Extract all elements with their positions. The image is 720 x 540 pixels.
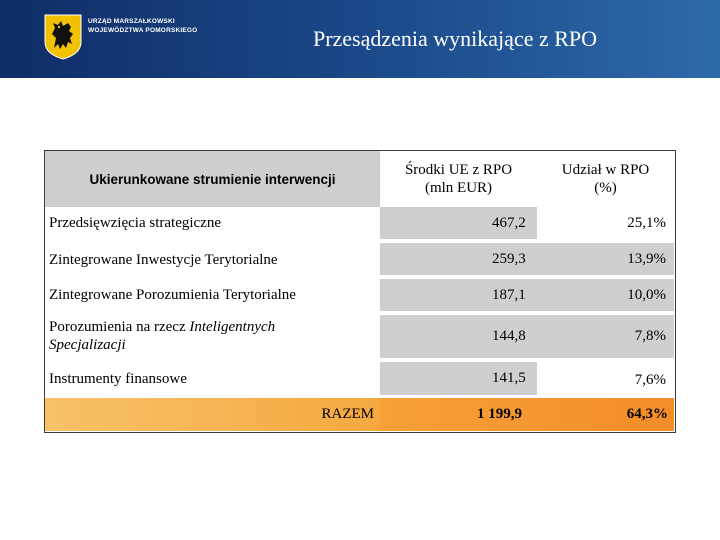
org-line-1: URZĄD MARSZAŁKOWSKI xyxy=(88,18,175,25)
eu-funds-header-line2: (mln EUR) xyxy=(424,180,493,196)
share-header-line2: (%) xyxy=(594,180,617,196)
table-row-label xyxy=(49,314,379,358)
page-title: Przesądzenia wynikające z RPO xyxy=(312,26,598,51)
table-row-label: Zintegrowane Porozumienia Terytorialne xyxy=(49,286,296,303)
total-label: RAZEM xyxy=(45,398,380,431)
column-header-streams: Ukierunkowane strumienie interwencji xyxy=(45,151,380,207)
table-cell-share: 7,8% xyxy=(537,315,674,358)
organization-name xyxy=(88,17,197,35)
column-header-share xyxy=(537,151,674,207)
table-cell-share: 7,6% xyxy=(537,364,674,397)
interventions-table xyxy=(44,150,676,433)
row-label-italic-line2: Specjalizacji xyxy=(49,337,126,353)
table-cell-share: 10,0% xyxy=(537,279,674,311)
table-row-label: Zintegrowane Inwestycje Terytorialne xyxy=(49,252,278,268)
total-amount: 1 199,9 xyxy=(477,406,522,422)
table-cell-amount: 141,5 xyxy=(380,362,537,395)
table-cell-share: 25,1% xyxy=(537,207,674,239)
table-cell-share: 13,9% xyxy=(537,243,674,275)
table-row-label: Instrumenty finansowe xyxy=(49,371,187,387)
header-bar xyxy=(0,0,720,78)
table-cell-amount: 259,3 xyxy=(380,243,537,275)
table-row-label: Przedsięwzięcia strategiczne xyxy=(49,215,221,231)
griffin-coat-of-arms-icon xyxy=(44,14,82,60)
row-label-italic: Inteligentnych xyxy=(189,319,276,335)
table-cell-amount: 187,1 xyxy=(380,279,537,311)
table-cell-amount: 467,2 xyxy=(380,207,537,239)
row-label-text: Porozumienia na rzecz xyxy=(49,319,190,335)
share-header-line1: Udział w RPO xyxy=(561,162,650,178)
column-header-eu-funds xyxy=(380,151,537,207)
total-share: 64,3% xyxy=(626,406,668,422)
eu-funds-header-line1: Środki UE z RPO xyxy=(404,162,513,178)
org-line-2: WOJEWÓDZTWA POMORSKIEGO xyxy=(88,27,198,34)
table-cell-amount: 144,8 xyxy=(380,315,537,358)
